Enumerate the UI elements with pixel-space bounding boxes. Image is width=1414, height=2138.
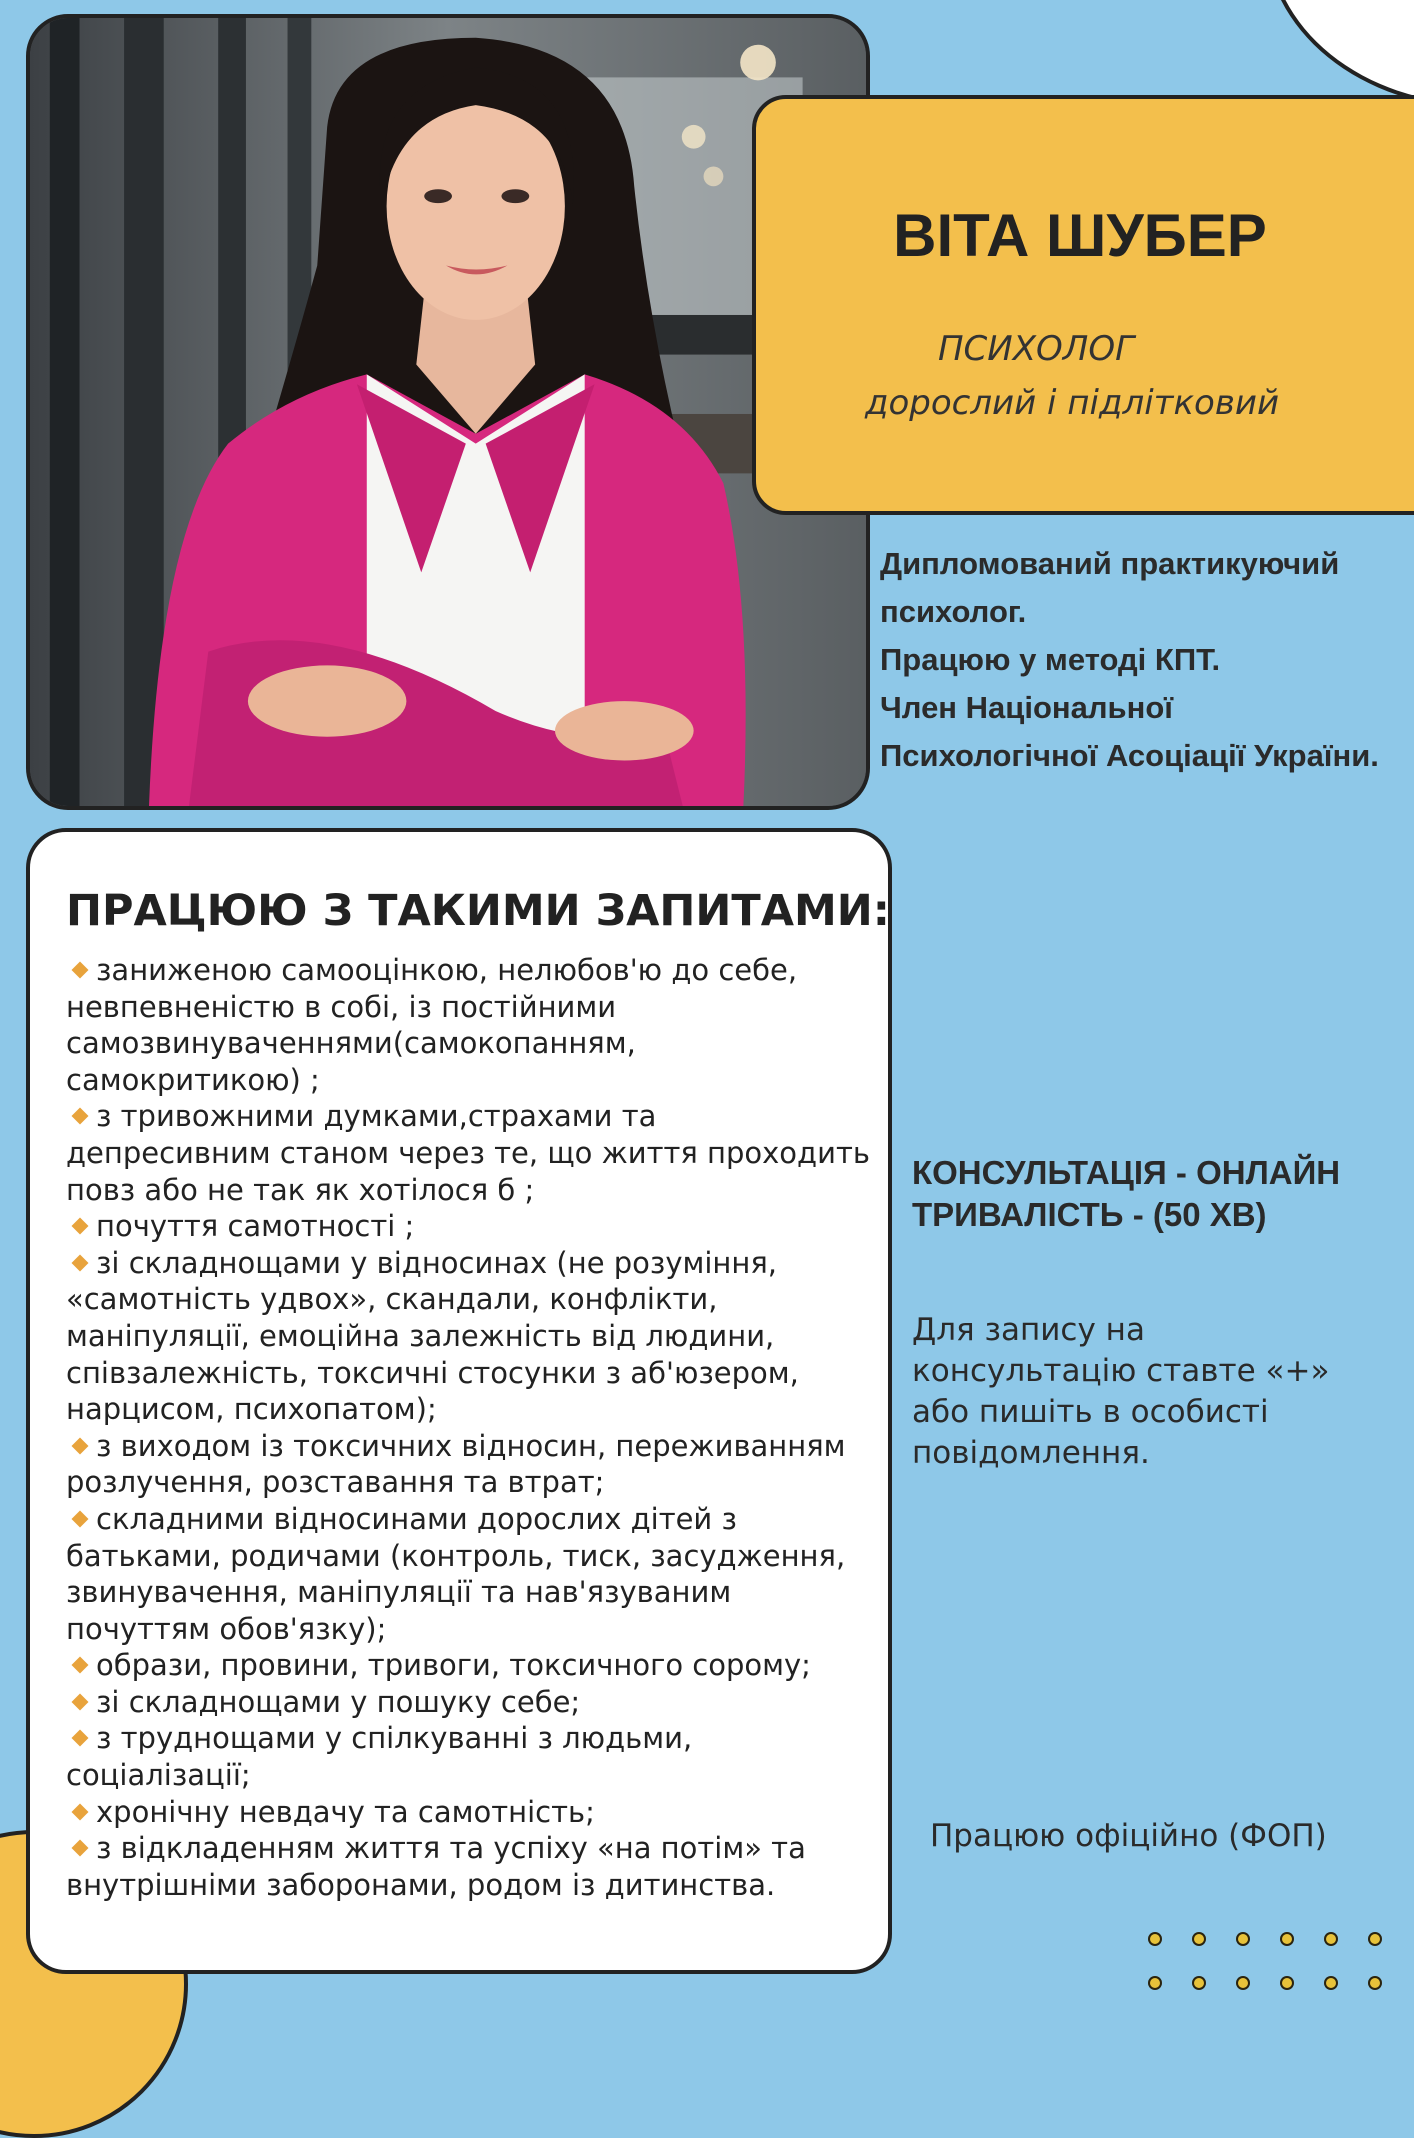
bio-line: Працюю у методі КПТ.: [880, 642, 1221, 677]
request-text: почуттям обов'язку);: [66, 1611, 387, 1646]
request-text: «самотність удвох», скандали, конфлікти,: [66, 1282, 718, 1317]
diamond-bullet-icon: [72, 1254, 89, 1271]
request-text: почуття самотності ;: [96, 1209, 415, 1244]
bio-line: Психологічної Асоціації України.: [880, 738, 1379, 773]
diamond-bullet-icon: [72, 1840, 89, 1857]
name-card: [752, 95, 1414, 515]
request-item-continued: [66, 989, 896, 1026]
portrait-photo: [26, 14, 870, 810]
bio-line: Дипломований практикуючий: [880, 546, 1340, 581]
request-text: звинувачення, маніпуляції та нав'язуваним: [66, 1575, 732, 1610]
bio-list: [880, 540, 1414, 780]
request-item: [66, 1245, 896, 1282]
request-item-continued: [66, 1281, 896, 1318]
decor-dot: [1192, 1932, 1206, 1946]
booking-line: повідомлення.: [912, 1435, 1150, 1471]
request-text: образи, провини, тривоги, токсичного сорому;: [96, 1648, 811, 1683]
request-text: хронічну невдачу та самотність;: [96, 1794, 595, 1829]
request-item-continued: [66, 1538, 896, 1575]
decor-dot: [1236, 1932, 1250, 1946]
decor-dot: [1280, 1932, 1294, 1946]
request-item-continued: [66, 1355, 896, 1392]
request-text: самокритикою) ;: [66, 1062, 320, 1097]
request-text: депресивним станом через те, що життя проходить: [66, 1135, 870, 1170]
request-text: співзалежність, токсичні стосунки з аб'юзером,: [66, 1355, 799, 1390]
request-item: [66, 1684, 896, 1721]
request-item-continued: [66, 1757, 896, 1794]
consultation-info: [912, 1152, 1402, 1236]
request-item: [66, 1501, 896, 1538]
request-item: [66, 1208, 896, 1245]
request-item: [66, 1720, 896, 1757]
request-text: складними відносинами дорослих дітей з: [96, 1501, 737, 1536]
profession-title: ПСИХОЛОГ: [937, 329, 1135, 369]
request-text: повз або не так як хотілося б ;: [66, 1172, 535, 1207]
request-item-continued: [66, 1318, 896, 1355]
request-text: маніпуляції, емоційна залежність від людини,: [66, 1318, 775, 1353]
request-text: соціалізації;: [66, 1758, 251, 1793]
booking-line: або пишіть в особисті: [912, 1394, 1269, 1430]
request-text: зі складнощами у відносинах (не розуміння,: [96, 1245, 778, 1280]
request-item-continued: [66, 1867, 896, 1904]
request-item-continued: [66, 1062, 896, 1099]
decor-dot: [1368, 1976, 1382, 1990]
decor-dot: [1280, 1976, 1294, 1990]
request-item-continued: [66, 1172, 896, 1209]
request-text: внутрішніми заборонами, родом із дитинства.: [66, 1867, 776, 1902]
request-text: з відкладенням життя та успіху «на потім» та: [96, 1831, 806, 1866]
request-item: [66, 1830, 896, 1867]
decor-dot: [1324, 1932, 1338, 1946]
diamond-bullet-icon: [72, 1437, 89, 1454]
diamond-bullet-icon: [72, 1218, 89, 1235]
request-item-continued: [66, 1135, 896, 1172]
bio-line: Член Національної: [880, 690, 1173, 725]
decor-circle-white: [1265, 0, 1414, 108]
request-text: з труднощами у спілкуванні з людьми,: [96, 1721, 693, 1756]
request-text: з виходом із токсичних відносин, переживанням: [96, 1428, 846, 1463]
diamond-bullet-icon: [72, 1693, 89, 1710]
request-text: невпевненістю в собі, із постійними: [66, 989, 617, 1024]
booking-line: Для запису на: [912, 1312, 1145, 1348]
diamond-bullet-icon: [72, 1510, 89, 1527]
request-item-continued: [66, 1025, 896, 1062]
decor-dot: [1324, 1976, 1338, 1990]
decor-dot: [1192, 1976, 1206, 1990]
decor-dot: [1148, 1932, 1162, 1946]
request-item: [66, 1647, 896, 1684]
profession-subtitle: дорослий і підлітковий: [864, 383, 1280, 423]
decor-dots: [1140, 1928, 1414, 1984]
diamond-bullet-icon: [72, 1108, 89, 1125]
decor-dot: [1236, 1976, 1250, 1990]
request-item: [66, 1098, 896, 1135]
diamond-bullet-icon: [72, 1803, 89, 1820]
diamond-bullet-icon: [72, 1730, 89, 1747]
decor-dot: [1368, 1932, 1382, 1946]
booking-info: [912, 1310, 1352, 1474]
consultation-format: КОНСУЛЬТАЦІЯ - ОНЛАЙН: [912, 1154, 1341, 1191]
request-item: [66, 1794, 896, 1831]
request-item: [66, 1428, 896, 1465]
request-text: з тривожними думками,страхами та: [96, 1099, 657, 1134]
request-item-continued: [66, 1574, 896, 1611]
bio-line: психолог.: [880, 594, 1027, 629]
consultation-duration: ТРИВАЛІСТЬ - (50 ХВ): [912, 1196, 1267, 1233]
request-item-continued: [66, 1391, 896, 1428]
decor-dot: [1148, 1976, 1162, 1990]
request-item: [66, 952, 896, 989]
requests-title: ПРАЦЮЮ З ТАКИМИ ЗАПИТАМИ:: [66, 886, 890, 936]
official-note: Працюю офіційно (ФОП): [930, 1818, 1327, 1854]
requests-card: [26, 828, 892, 1974]
request-text: зі складнощами у пошуку себе;: [96, 1684, 581, 1719]
request-text: батьками, родичами (контроль, тиск, засудження,: [66, 1538, 846, 1573]
request-item-continued: [66, 1611, 896, 1648]
diamond-bullet-icon: [72, 962, 89, 979]
portrait-illustration: [30, 18, 866, 806]
requests-list: [66, 952, 896, 1903]
booking-line: консультацію ставте «+»: [912, 1353, 1330, 1389]
request-text: нарцисом, психопатом);: [66, 1392, 437, 1427]
request-item-continued: [66, 1464, 896, 1501]
diamond-bullet-icon: [72, 1657, 89, 1674]
request-text: розлучення, розставання та втрат;: [66, 1465, 605, 1500]
request-text: самозвинуваченнями(самокопанням,: [66, 1026, 636, 1061]
psychologist-name: ВІТА ШУБЕР: [893, 202, 1267, 269]
request-text: заниженою самооцінкою, нелюбов'ю до себе,: [96, 953, 798, 987]
